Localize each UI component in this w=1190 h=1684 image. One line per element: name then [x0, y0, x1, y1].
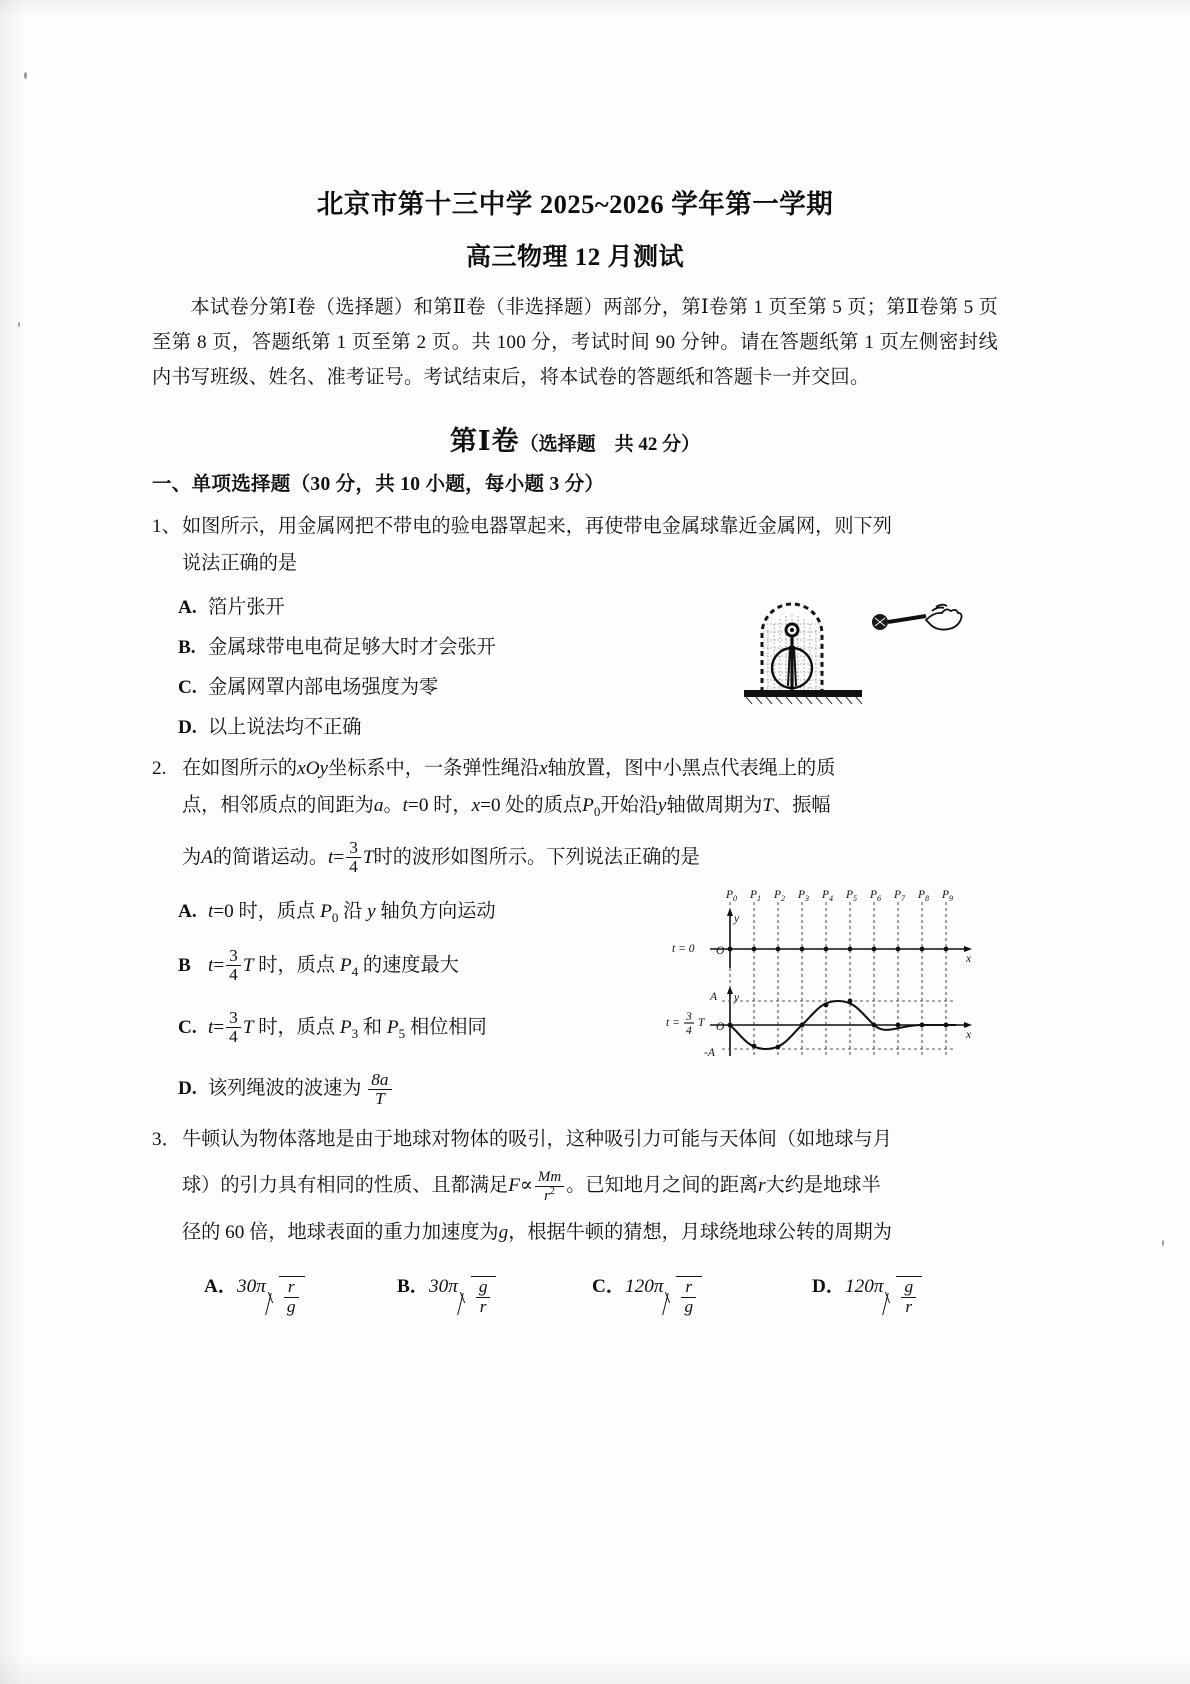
symbol-p-sub: 3 — [351, 1025, 359, 1041]
fraction-denominator: 4 — [346, 857, 361, 876]
stem-text: =0 时， — [408, 795, 472, 817]
amplitude-pos-label: A — [710, 991, 718, 1003]
symbol-A: A — [201, 846, 213, 868]
symbol-r: r — [544, 1187, 550, 1204]
option-text: 沿 — [338, 900, 368, 922]
symbol-T: T — [375, 1088, 385, 1108]
fraction-three-quarters — [226, 1009, 241, 1046]
option-text: 以上说法均不正确 — [208, 717, 362, 739]
symbol-denominator: r — [479, 1296, 487, 1316]
symbol-g: g — [498, 1222, 509, 1244]
paper-part-heading — [152, 419, 998, 458]
symbol-numerator: g — [478, 1277, 488, 1297]
fraction-numerator: 3 — [229, 1007, 238, 1027]
symbol-numerator: r — [685, 1277, 693, 1297]
symbol-p-sub: 0 — [331, 909, 339, 925]
option-text: 时，质点 — [253, 1016, 340, 1038]
question-1-option-d[interactable] — [152, 708, 998, 748]
option-letter: B — [178, 954, 191, 976]
svg-text:P2: $P_2$ — [774, 889, 786, 903]
proportional-sign: ∝ — [519, 1175, 533, 1197]
question-1-stem — [152, 508, 998, 582]
wave-t34-label — [666, 1011, 706, 1037]
question-2-stem-line2 — [182, 787, 998, 830]
fraction-three-quarters — [226, 947, 241, 984]
x-axis-label-top: x — [966, 953, 972, 965]
symbol-r: r — [758, 1175, 766, 1197]
amplitude-neg-label: -A — [704, 1047, 715, 1059]
charged-metal-ball — [872, 605, 962, 630]
fraction-numerator — [476, 1278, 491, 1296]
stem-text: ，根据牛顿的猜想，月球绕地球公转的周期为 — [508, 1222, 892, 1244]
stem-text: 大约是地球半 — [765, 1175, 881, 1197]
scan-shadow-left — [0, 0, 26, 1684]
question-3-stem-line3 — [182, 1214, 998, 1251]
wave-point-labels — [725, 889, 953, 903]
question-3-option-c[interactable] — [592, 1271, 702, 1315]
page-content — [152, 186, 998, 1323]
symbol-p: P — [339, 954, 352, 976]
fraction-numerator — [901, 1278, 916, 1296]
option-letter: A. — [178, 597, 197, 619]
question-3-option-a[interactable] — [204, 1271, 305, 1315]
svg-text:P4: $P_4$ — [822, 889, 834, 903]
symbol-F: F — [508, 1175, 520, 1197]
fraction-numerator — [681, 1278, 696, 1296]
symbol-T: T — [362, 846, 374, 868]
paper-part-note: （选择题 共 42 分） — [519, 434, 701, 456]
fraction-denominator — [368, 1089, 391, 1108]
wave-gridlines — [730, 902, 946, 1056]
option-letter: D． — [812, 1276, 846, 1298]
symbol-denominator: g — [684, 1296, 694, 1316]
wave-particles-t34 — [728, 999, 949, 1050]
fraction-g-over-r — [476, 1278, 491, 1315]
symbol-p-sub: 5 — [398, 1025, 406, 1041]
question-1-stem-line1: 如图所示，用金属网把不带电的验电器罩起来，再使带电金属球靠近金属网，则下列 — [182, 516, 892, 538]
symbol-p: P — [339, 1016, 352, 1038]
symbol-numerator: r — [287, 1277, 295, 1297]
option-text: 和 — [358, 1016, 387, 1038]
symbol-t: t — [208, 900, 214, 922]
svg-text:P5: $P_5$ — [846, 889, 858, 903]
fraction-denominator: 4 — [226, 965, 241, 984]
option-letter: C. — [178, 1016, 197, 1038]
question-3 — [152, 1121, 998, 1251]
option-text: 该列绳波的波速为 — [208, 1078, 367, 1100]
symbol-xoy: xOy — [297, 758, 329, 780]
fraction-g-over-r — [901, 1278, 916, 1315]
question-3-option-d[interactable] — [812, 1271, 922, 1315]
question-2-number: 2. — [152, 758, 167, 780]
sqrt-symbol — [268, 1276, 305, 1315]
option-letter: B. — [178, 637, 196, 659]
origin-label-top: O — [716, 945, 725, 957]
question-3-stem-line1: 牛顿认为物体落地是由于地球对物体的吸引，这种吸引力可能与天体间（如地球与月 — [182, 1129, 892, 1151]
option-letter: D. — [178, 1078, 197, 1100]
origin-label-bottom: O — [716, 1021, 725, 1033]
symbol-p: P — [386, 1016, 399, 1038]
option-text: 轴负方向运动 — [375, 900, 496, 922]
option-letter: C． — [592, 1276, 626, 1298]
symbol-t: t — [328, 846, 334, 868]
stem-text: 在如图所示的 — [182, 758, 298, 780]
symbol-x: x — [471, 795, 481, 817]
svg-text:P1: $P_1$ — [750, 889, 762, 903]
option-coefficient: 30π — [429, 1276, 458, 1298]
stem-text: 轴做周期为 — [666, 795, 763, 817]
fraction-numerator — [284, 1278, 299, 1296]
fraction-r-over-g — [681, 1278, 696, 1315]
symbol-T: T — [242, 1016, 254, 1038]
y-axis-label-top: y — [734, 913, 740, 925]
option-text: 相位相同 — [405, 1016, 487, 1038]
stem-text: =0 处的质点 — [480, 795, 583, 817]
svg-text:P8: $P_8$ — [918, 889, 930, 903]
option-coefficient: 30π — [237, 1276, 266, 1298]
svg-text:3: 3 — [686, 1011, 692, 1023]
fraction-numerator — [535, 1170, 564, 1186]
wave-figure — [666, 884, 984, 1062]
electroscope-figure — [744, 594, 974, 704]
question-2-stem — [152, 750, 998, 886]
fraction-r-over-g — [284, 1278, 299, 1315]
symbol-denominator: r — [905, 1296, 913, 1316]
option-letter: B． — [397, 1276, 429, 1298]
symbol-Mm: Mm — [537, 1168, 562, 1185]
fraction-three-quarters — [346, 839, 361, 876]
scan-shadow-top — [0, 0, 1190, 18]
question-1 — [152, 508, 998, 582]
wave-plot-t34 — [666, 986, 972, 1059]
question-2-stem-line1 — [182, 750, 998, 787]
symbol-8a: 8a — [371, 1069, 389, 1089]
question-3-number: 3． — [152, 1129, 181, 1151]
symbol-T: T — [242, 954, 254, 976]
scan-speck — [24, 72, 27, 79]
svg-text:t =: t = — [666, 1017, 680, 1029]
scan-speck — [1162, 1240, 1164, 1246]
option-text: =0 时，质点 — [213, 900, 321, 922]
question-1-stem-line2: 说法正确的是 — [182, 553, 298, 575]
fraction-gravitation — [535, 1170, 564, 1204]
stem-text: 。 — [383, 795, 403, 817]
electroscope-svg — [744, 594, 974, 704]
option-text: 金属球带电电荷足够大时才会张开 — [208, 637, 496, 659]
fraction-wave-speed — [368, 1071, 391, 1108]
stem-text: 。已知地月之间的距离 — [566, 1175, 759, 1197]
question-1-number: 1、 — [152, 516, 181, 538]
paper-part-label: 第Ⅰ卷 — [449, 426, 520, 457]
wave-svg — [666, 884, 984, 1062]
fraction-denominator — [535, 1186, 564, 1205]
stem-text: 坐标系中，一条弹性绳沿 — [328, 758, 540, 780]
svg-text:T: T — [698, 1017, 705, 1029]
stem-text: 球）的引力具有相同的性质、且都满足 — [182, 1175, 509, 1197]
sqrt-symbol — [885, 1276, 922, 1315]
symbol-p: P — [582, 795, 594, 817]
option-letter: A． — [204, 1276, 238, 1298]
stem-text: 轴放置，图中小黑点代表绳上的质 — [547, 758, 836, 780]
sqrt-symbol — [460, 1276, 497, 1315]
symbol-a: a — [373, 795, 384, 817]
hand-icon — [926, 605, 962, 630]
symbol-denominator: g — [286, 1296, 296, 1316]
option-text: 时，质点 — [253, 954, 340, 976]
option-letter: D. — [178, 717, 197, 739]
stem-text: 开始沿 — [600, 795, 658, 817]
symbol-p: P — [320, 900, 332, 922]
question-3-option-b[interactable] — [397, 1271, 496, 1315]
fraction-denominator — [476, 1297, 491, 1316]
symbol-t: t — [208, 1016, 214, 1038]
symbol-numerator: g — [904, 1277, 914, 1297]
page-title-line2: 高三物理 12 月测试 — [465, 244, 684, 272]
fraction-numerator — [368, 1071, 391, 1089]
question-3-options-row — [152, 1257, 998, 1323]
equals-sign: = — [213, 1016, 225, 1038]
table-base — [744, 690, 862, 704]
option-coefficient: 120π — [845, 1276, 884, 1298]
page-title-line1: 北京市第十三中学 2025~2026 学年第一学期 — [316, 189, 834, 219]
x-axis-label-bottom: x — [966, 1029, 972, 1041]
stem-text: 、振幅 — [773, 795, 831, 817]
exam-instructions: 本试卷分第Ⅰ卷（选择题）和第Ⅱ卷（非选择题）两部分，第Ⅰ卷第 1 页至第 5 页；第Ⅱ卷第 5 页至第 8 页，答题纸第 1 页至第 2 页。共 100 分，考试时间 90 分钟。请在答题纸第 1 页左侧密封线内书写班级、姓名、准考证号。考试结束后，将本试卷的答题纸和答题卡一并交回。 — [152, 297, 998, 389]
fraction-denominator — [284, 1297, 299, 1316]
question-3-stem — [152, 1121, 998, 1251]
wave-t0-label: t = 0 — [672, 943, 695, 955]
exponent-2: 2 — [549, 1185, 556, 1197]
stem-text: 时的波形如图所示。下列说法正确的是 — [373, 846, 700, 868]
option-text: 箔片张开 — [208, 597, 285, 619]
section-heading: 一、单项选择题（30 分，共 10 小题，每小题 3 分） — [152, 474, 605, 496]
symbol-t: t — [402, 795, 408, 817]
fraction-denominator: 4 — [226, 1027, 241, 1046]
question-2-option-d[interactable] — [152, 1061, 998, 1117]
symbol-y: y — [657, 795, 667, 817]
svg-text:P0: $P_0$ — [726, 889, 738, 903]
wave-plot-t0 — [672, 908, 972, 968]
equals-sign: = — [333, 846, 345, 868]
question-2-stem-line3 — [182, 830, 998, 886]
option-letter: C. — [178, 677, 197, 699]
svg-text:P3: $P_3$ — [798, 889, 810, 903]
symbol-y: y — [367, 900, 376, 922]
symbol-p-sub: 0 — [593, 803, 601, 819]
option-text: 金属网罩内部电场强度为零 — [208, 677, 439, 699]
equals-sign: = — [213, 954, 225, 976]
svg-text:P6: $P_6$ — [870, 889, 882, 903]
svg-text:P9: $P_9$ — [942, 889, 954, 903]
symbol-x: x — [539, 758, 548, 780]
fraction-numerator: 3 — [229, 946, 238, 966]
stem-text: 为 — [182, 846, 202, 868]
svg-text:P7: $P_7$ — [894, 889, 906, 903]
option-text: 的速度最大 — [358, 954, 459, 976]
fraction-denominator — [901, 1297, 916, 1316]
symbol-T: T — [762, 795, 774, 817]
stem-text: 径的 60 倍，地球表面的重力加速度为 — [182, 1222, 499, 1244]
scan-shadow-bottom — [0, 1654, 1190, 1684]
stem-text: 的简谐运动。 — [212, 846, 329, 868]
fraction-denominator — [681, 1297, 696, 1316]
svg-text:4: 4 — [686, 1025, 692, 1037]
symbol-p-sub: 4 — [351, 963, 359, 979]
option-letter: A. — [178, 900, 197, 922]
question-3-stem-line2 — [182, 1158, 998, 1214]
question-2 — [152, 750, 998, 886]
sqrt-symbol — [665, 1276, 702, 1315]
stem-text: 点，相邻质点的间距为 — [182, 795, 374, 817]
scan-speck — [18, 322, 20, 327]
fraction-numerator: 3 — [349, 838, 358, 858]
symbol-t: t — [208, 954, 214, 976]
y-axis-label-bottom: y — [734, 992, 740, 1004]
option-coefficient: 120π — [625, 1276, 664, 1298]
